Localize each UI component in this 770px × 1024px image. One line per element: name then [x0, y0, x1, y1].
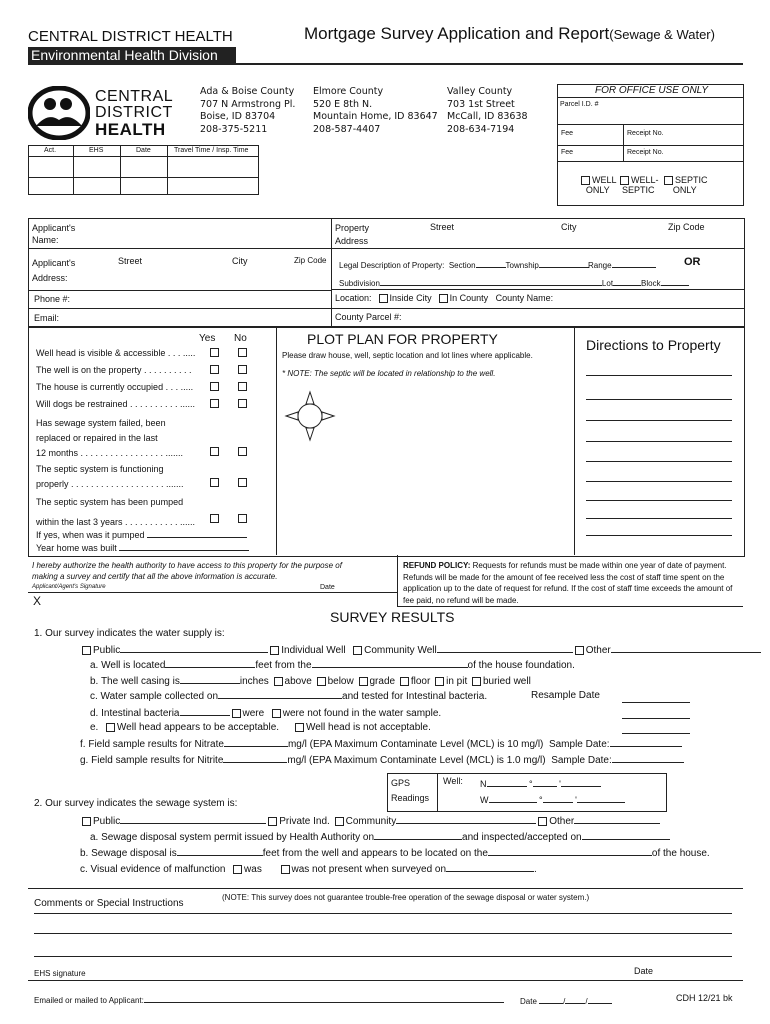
question-occupied: The house is currently occupied . . . ..... — [36, 382, 194, 392]
receipt-label-2: Receipt No. — [627, 149, 664, 156]
logo-text-2: DISTRICT — [95, 104, 173, 121]
question-well-head: Well head is visible & accessible . . . ..... — [36, 348, 196, 358]
question-dogs: Will dogs be restrained . . . . . . . . . . ...... — [36, 399, 196, 409]
well-septic-option[interactable]: WELL- SEPTIC — [622, 175, 659, 196]
cdh-logo — [28, 86, 178, 141]
plot-plan-title: PLOT PLAN FOR PROPERTY — [307, 331, 498, 347]
question-when-pumped: If yes, when was it pumped — [36, 528, 247, 540]
plot-plan-instructions: Please draw house, well, septic location and lot lines where applicable. — [282, 351, 533, 360]
emailed-date-field[interactable]: Date / / — [520, 994, 612, 1006]
no-header: No — [234, 333, 247, 344]
date-header: Date — [136, 147, 151, 154]
property-street-label: Street — [430, 222, 455, 232]
plot-plan-note: * NOTE: The septic will be located in relationship to the well. — [282, 369, 496, 378]
comments-title: Comments or Special Instructions — [34, 898, 184, 909]
compass-icon — [284, 390, 336, 442]
legal-description: Legal Description of Property: Section Township — [339, 258, 589, 270]
office-use-title: FOR OFFICE USE ONLY — [595, 85, 708, 96]
subdivision-field: Subdivision Lot Block — [339, 276, 689, 288]
org-name: CENTRAL DISTRICT HEALTH — [28, 28, 233, 45]
applicant-street-label: Street — [118, 256, 143, 266]
property-zip-label: Zip Code — [668, 222, 705, 232]
survey-results-title: SURVEY RESULTS — [330, 609, 455, 625]
office-elmore: Elmore County 520 E 8th N. Mountain Home, ID 83647 208-587-4407 — [313, 86, 438, 135]
applicant-city-label: City — [232, 256, 248, 266]
signature-date-label: Date — [320, 584, 335, 591]
well-casing-row[interactable]: b. The well casing is inches above below grade floor in pit buried well — [90, 676, 531, 687]
signature-x[interactable]: X — [33, 594, 42, 608]
well-only-option[interactable]: WELL ONLY — [579, 175, 617, 195]
emailed-field[interactable]: Emailed or mailed to Applicant: — [34, 993, 504, 1005]
gps-north-field[interactable]: N ° ' — [480, 777, 601, 789]
septic-only-option[interactable]: SEPTIC ONLY — [662, 175, 708, 195]
sewage-distance-row[interactable]: b. Sewage disposal is feet from the well and appears to be located on the of the house. — [80, 848, 710, 859]
nitrate-row[interactable]: f. Field sample results for Nitrate mg/l (EPA Maximum Contaminate Level (MCL) is 10 mg/l) Sample Date: — [80, 737, 682, 750]
question-well-property: The well is on the property . . . . . . . . . . — [36, 365, 192, 375]
well-head-row[interactable]: e. Well head appears to be acceptable. Well head is not acceptable. — [90, 722, 431, 733]
water-supply-heading: 1. Our survey indicates the water supply is: — [34, 628, 225, 639]
applicant-zip-label: Zip Code — [294, 256, 327, 265]
email-label: Email: — [34, 313, 60, 323]
sewage-heading: 2. Our survey indicates the sewage system is: — [34, 798, 238, 809]
question-septic-pumped: The septic system has been pumped within the last 3 years . . . . . . . . . . . ...... — [36, 497, 196, 527]
act-header: Act. — [44, 147, 57, 154]
property-city-label: City — [561, 222, 577, 232]
question-septic-functioning: The septic system is functioning properly . . . . . . . . . . . . . . . . . . . ....... — [36, 464, 184, 489]
phone-label: Phone #: — [34, 294, 71, 304]
parcel-label: Parcel I.D. # — [560, 101, 599, 108]
form-code: CDH 12/21 bk — [676, 993, 733, 1003]
receipt-label-1: Receipt No. — [627, 130, 664, 137]
resample-date-line[interactable] — [622, 702, 690, 703]
applicant-name-label: Applicant's Name: — [32, 223, 76, 245]
office-ada: Ada & Boise County 707 N Armstrong Pl. Boise, ID 83704 208-375-5211 — [200, 86, 296, 135]
malfunction-row[interactable]: c. Visual evidence of malfunction was was not present when surveyed on . — [80, 864, 537, 875]
sewage-type-row[interactable]: Public Private Ind. Community Other — [80, 814, 660, 827]
gps-well-label: Well: — [443, 776, 463, 786]
applicant-address-label: Applicant's Address: — [32, 258, 76, 283]
signature-label: Applicant/Agent's Signature — [32, 584, 106, 590]
fee-label-1: Fee — [561, 130, 574, 137]
nitrite-row[interactable]: g. Field sample results for Nitrite mg/l (EPA Maximum Contaminate Level (MCL) is 1.0 mg/l) Sample Date: — [80, 753, 684, 766]
gps-west-field[interactable]: W ° ' — [480, 793, 625, 805]
gps-label: GPS Readings — [391, 778, 430, 803]
intestinal-bacteria-row[interactable]: d. Intestinal bacteria were were not found in the water sample. — [90, 708, 442, 719]
water-type-row[interactable]: Public Individual Well Community Well Other — [80, 643, 761, 656]
ehs-signature-label: EHS signature — [34, 969, 86, 978]
office-valley: Valley County 703 1st Street McCall, ID 83638 208-634-7194 — [447, 86, 528, 135]
directions-title: Directions to Property — [586, 337, 721, 353]
in-county-checkbox[interactable] — [439, 294, 448, 303]
sewage-permit-row[interactable]: a. Sewage disposal system permit issued by Health Authority on and inspected/accepted on — [90, 830, 670, 843]
property-address-label: Property Address — [335, 223, 370, 246]
refund-policy: REFUND POLICY: Requests for refunds must be made within one year of date of payment. Refunds will be made for the amount of fee received less the cost of staff time spent on the application up to the date of request for refund. If the cost of staff time exceeds the amount of fee paid, no refund will be made. — [403, 561, 733, 605]
question-year-built: Year home was built — [36, 541, 249, 553]
page-title: Mortgage Survey Application and Report(Sewage & Water) — [304, 24, 715, 43]
division-banner: Environmental Health Division — [28, 47, 236, 64]
question-sewage-failed: Has sewage system failed, been replaced or repaired in the last 12 months . . . . . . . . . . . . . . . . . ....... — [36, 418, 184, 458]
ehs-header: EHS — [89, 147, 104, 154]
logo-text-1: CENTRAL — [95, 88, 174, 105]
location-field: Location: Inside City In County County Name: — [335, 293, 554, 303]
inside-city-checkbox[interactable] — [379, 294, 388, 303]
ehs-date-label: Date — [634, 966, 654, 976]
travel-header: Travel Time / Insp. Time — [174, 147, 249, 154]
county-parcel-label: County Parcel #: — [335, 312, 402, 322]
logo-text-3: HEALTH — [95, 120, 166, 139]
range-field: Range — [588, 258, 656, 270]
yes-header: Yes — [199, 333, 216, 344]
authorization-text: I hereby authorize the health authority to have access to this property for the purpose of making a survey and certify that all the above information is accurate. — [32, 561, 342, 581]
or-label: OR — [684, 256, 701, 268]
comments-note: (NOTE: This survey does not guarantee trouble-free operation of the sewage disposal or water system.) — [222, 893, 590, 902]
logo-emblem-icon — [28, 86, 90, 140]
water-sample-row[interactable]: c. Water sample collected on and tested for Intestinal bacteria. — [90, 691, 488, 702]
fee-label-2: Fee — [561, 149, 574, 156]
resample-date-label: Resample Date — [531, 690, 600, 701]
well-location-row[interactable]: a. Well is located feet from the of the house foundation. — [90, 660, 575, 671]
